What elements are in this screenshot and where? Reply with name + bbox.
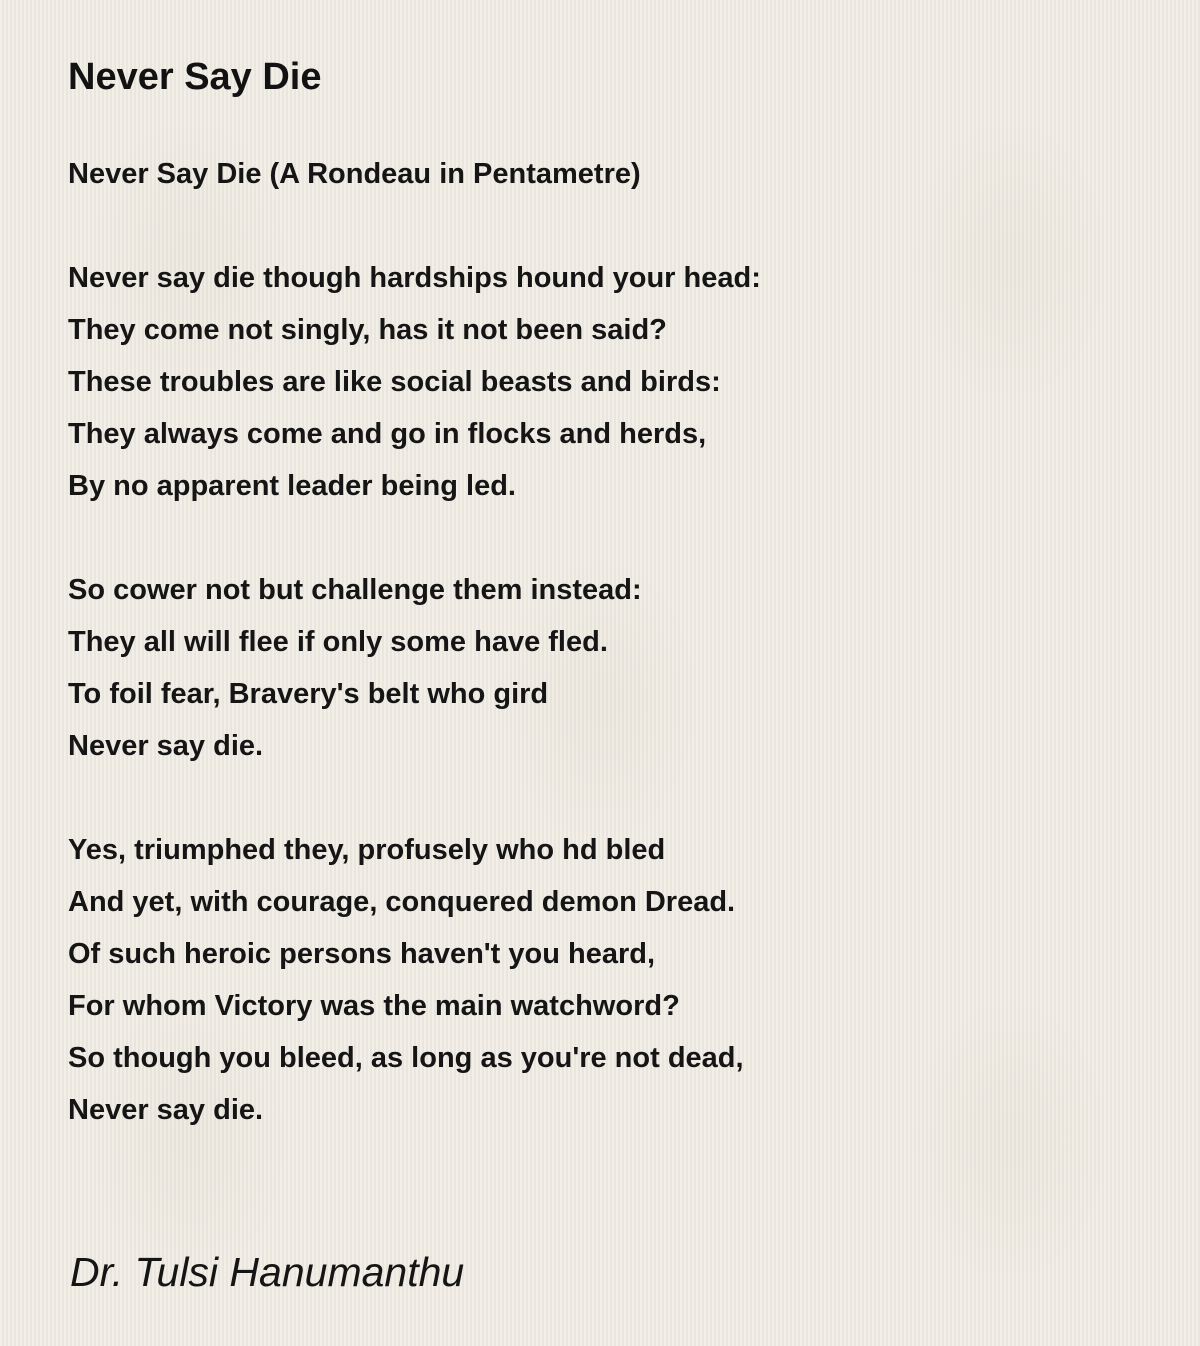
poem-line: Never say die though hardships hound your head: xyxy=(68,262,761,294)
blank-line xyxy=(68,772,1148,824)
poem-line: Never say die. xyxy=(68,730,264,762)
poem-line: For whom Victory was the main watchword? xyxy=(68,990,680,1022)
poem-line: Yes, triumphed they, profusely who hd bled xyxy=(68,834,666,866)
poem-subtitle: Never Say Die (A Rondeau in Pentametre) xyxy=(68,158,641,190)
poem-line: And yet, with courage, conquered demon Dread. xyxy=(68,886,736,918)
poem-line: They all will flee if only some have fled. xyxy=(68,626,608,658)
poem-title: Never Say Die xyxy=(68,56,322,98)
poem-line: They always come and go in flocks and herds, xyxy=(68,418,707,450)
poem-line: These troubles are like social beasts and birds: xyxy=(68,366,721,398)
poem-line: To foil fear, Bravery's belt who gird xyxy=(68,678,549,710)
poem-line: They come not singly, has it not been said? xyxy=(68,314,667,346)
blank-line xyxy=(68,512,1148,564)
blank-line xyxy=(68,200,1148,252)
poem-body xyxy=(68,148,1148,1136)
poem-author: Dr. Tulsi Hanumanthu xyxy=(70,1249,465,1295)
poem-line: Of such heroic persons haven't you heard, xyxy=(68,938,656,970)
poem-line: By no apparent leader being led. xyxy=(68,470,516,502)
poem-line: So cower not but challenge them instead: xyxy=(68,574,642,606)
poem-line: Never say die. xyxy=(68,1094,264,1126)
poem-line: So though you bleed, as long as you're not dead, xyxy=(68,1042,744,1074)
